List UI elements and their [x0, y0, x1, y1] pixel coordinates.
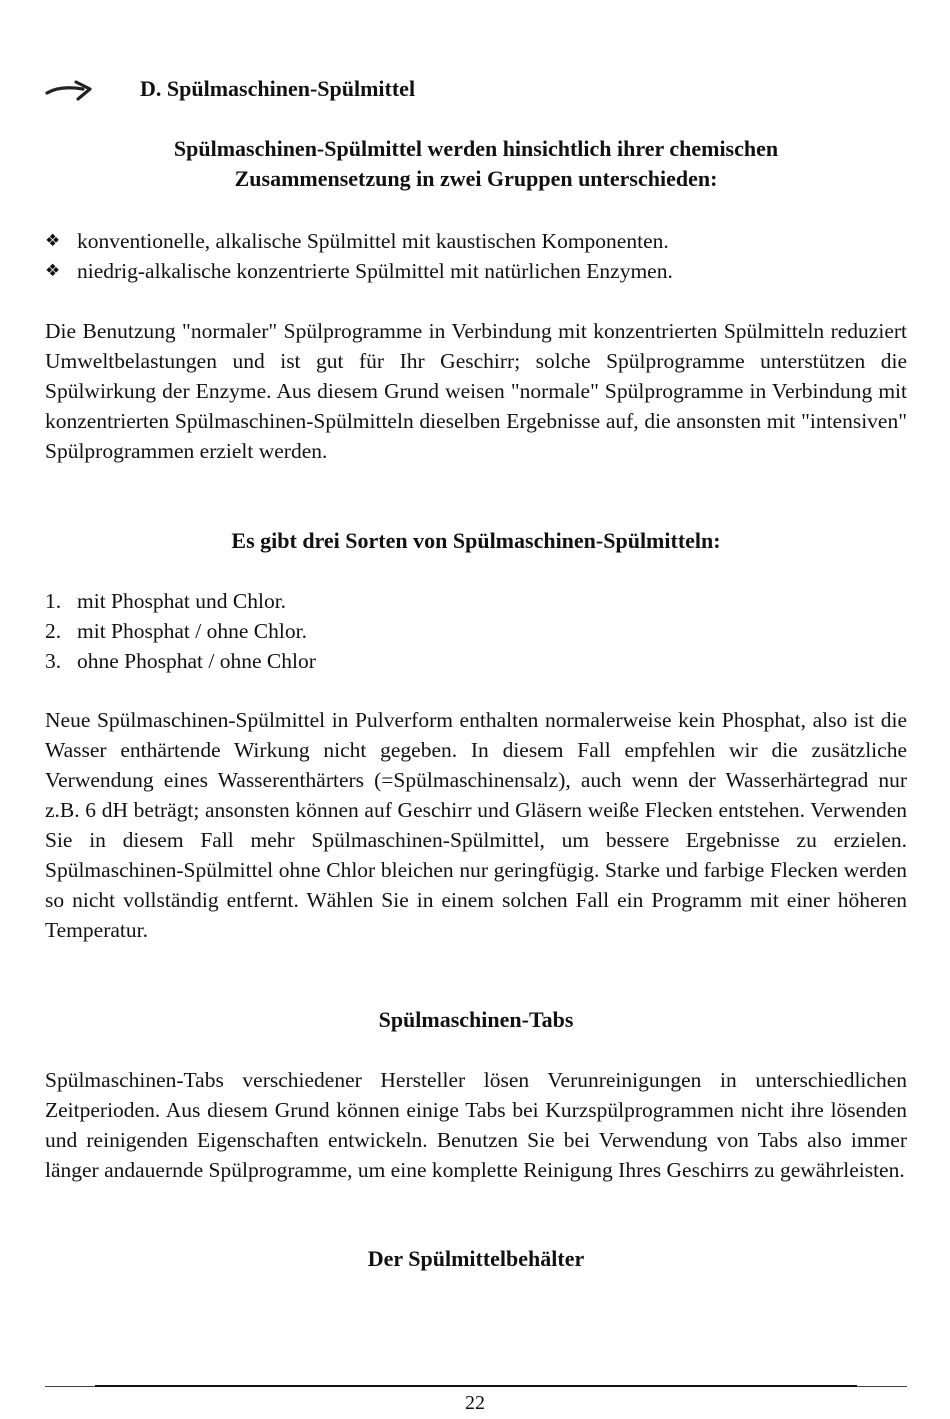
footer-divider-accent: [95, 1385, 857, 1387]
detergent-groups-list: [45, 226, 907, 286]
list-item-text: konventionelle, alkalische Spülmittel mit kaustischen Komponenten.: [77, 229, 669, 253]
list-item-number: 2.: [45, 619, 62, 643]
intro-heading-line-1: Spülmaschinen-Spülmittel werden hinsichtlich ihrer chemischen: [173, 136, 779, 161]
list-item-text: ohne Phosphat / ohne Chlor: [77, 649, 316, 673]
detergent-sorts-list: [45, 586, 907, 676]
page-number: 22: [465, 1392, 485, 1414]
four-diamond-bullet-icon: ❖: [45, 261, 61, 281]
arrow-icon: [45, 78, 95, 102]
paragraph-powder-detergents: Neue Spülmaschinen-Spülmittel in Pulverform enthalten normalerweise kein Phosphat, also ist die Wasser enthärtende Wirkung nicht gegeben. In diesem Fall empfehlen wir die zusätzliche Verwendung eines Wasserenthärters (=Spülmaschinensalz), auch wenn der Wasserhärtegrad nur z.B. 6 dH beträgt; ansonsten können auf Geschirr und Gläsern weiße Flecken entstehen. Verwenden Sie in diesem Fall mehr Spülmaschinen-Spülmittel, um bessere Ergebnisse zu erzielen. Spülmaschinen-Spülmittel ohne Chlor bleichen nur geringfügig. Starke und farbige Flecken werden so nicht vollständig entfernt. Wählen Sie in einem solchen Fall ein Programm mit einer höheren Temperatur.: [45, 708, 907, 942]
intro-heading-line-2: Zusammensetzung in zwei Gruppen unterschieden:: [234, 166, 718, 191]
paragraph-normal-programs: Die Benutzung "normaler" Spülprogramme in Verbindung mit konzentrierten Spülmitteln reduziert Umweltbelastungen und ist gut für Ihr Geschirr; solche Spülprogramme unterstützen die Spülwirkung der Enzyme. Aus diesem Grund weisen "normale" Spülprogramme in Verbindung mit konzentrierten Spülmaschinen-Spülmitteln dieselben Ergebnisse auf, die ansonsten mit "intensiven" Spülprogrammen erzielt werden.: [45, 319, 907, 463]
list-item: [45, 646, 907, 676]
section-heading: [45, 72, 907, 108]
list-item: [45, 256, 907, 286]
four-diamond-bullet-icon: ❖: [45, 231, 61, 251]
container-heading: Der Spülmittelbehälter: [367, 1246, 585, 1271]
list-item-number: 1.: [45, 589, 62, 613]
paragraph-tabs: Spülmaschinen-Tabs verschiedener Hersteller lösen Verunreinigungen in unterschiedlichen Zeitperioden. Aus diesem Grund können einige Tabs bei Kurzspülprogrammen nicht ihre lösenden und reinigenden Eigenschaften entwickeln. Benutzen Sie bei Verwendung von Tabs also immer länger andauernde Spülprogramme, um eine komplette Reinigung Ihres Geschirrs zu gewährleisten.: [45, 1068, 907, 1182]
list-item-number: 3.: [45, 649, 62, 673]
tabs-heading: Spülmaschinen-Tabs: [378, 1007, 574, 1032]
list-item: [45, 616, 907, 646]
intro-heading: [45, 134, 907, 194]
list-item-text: mit Phosphat / ohne Chlor.: [77, 619, 307, 643]
list-item: [45, 586, 907, 616]
sorts-heading: Es gibt drei Sorten von Spülmaschinen-Spülmitteln:: [231, 528, 721, 553]
list-item-text: mit Phosphat und Chlor.: [77, 589, 287, 613]
section-title: D. Spülmaschinen-Spülmittel: [140, 76, 416, 101]
list-item-text: niedrig-alkalische konzentrierte Spülmittel mit natürlichen Enzymen.: [77, 259, 673, 283]
list-item: [45, 226, 907, 256]
